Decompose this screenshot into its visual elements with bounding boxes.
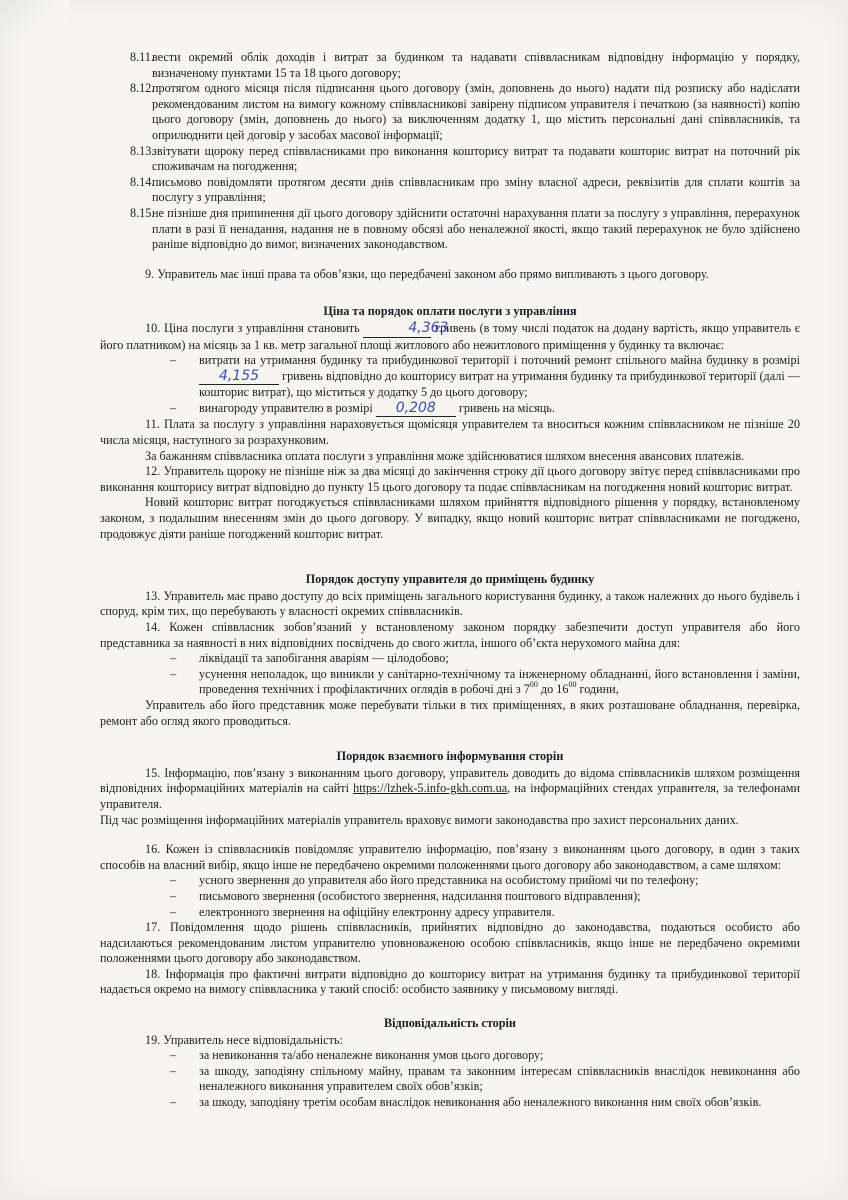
hours-suffix: години, bbox=[579, 682, 619, 697]
handwritten-fee: 0,208 bbox=[395, 399, 436, 416]
dash-marker: – bbox=[170, 873, 177, 888]
clause-15 bbox=[100, 766, 800, 813]
clause-13: 13. Управитель має право доступу до всіх приміщень загального користування будинку, а також належних до нього будівель і споруд, крім тих, що перебувають у власності окремих співвласників. bbox=[100, 588, 800, 619]
clause-text: звітувати щороку перед співвласниками про виконання кошторису витрат та подавати кошторис витрат на поточний рік споживачам на погодження; bbox=[152, 143, 800, 174]
clause-8-12 bbox=[100, 81, 800, 143]
liability-nonperformance bbox=[100, 1048, 800, 1064]
price-component-maintenance bbox=[100, 353, 800, 401]
hours-from: 7 bbox=[523, 682, 530, 697]
clause-10-rest: гривень (в тому числі податок на додану вартість, якщо управитель є його платником) на місяць за 1 кв. метр загальної площі житлового або нежитлового приміщення у будинку та включає: bbox=[100, 320, 800, 352]
access-emergency bbox=[100, 651, 800, 667]
fee-blank bbox=[376, 401, 456, 418]
clause-16: 16. Кожен із співвласників повідомляє управителю інформацію, пов’язану з виконанням цього договору, в один з таких способів на власний вибір, якщо інше не передбачено окремими положеннями цього договору або законодавством, а саме шляхом: bbox=[100, 842, 800, 872]
clause-9: 9. Управитель має інші права та обов’язки, що передбачені законом або прямо випливають з цього договору. bbox=[145, 266, 709, 281]
clause-text: письмово повідомляти протягом десяти днів співвласникам про зміну власної адреси, реквізитів для сплати коштів за послугу з управління; bbox=[152, 174, 800, 205]
liability-text: за шкоду, заподіяну спільному майну, правам та законним інтересам співвласників внаслідок невиконання або неналежного виконання управителем своїх обов’язків; bbox=[199, 1063, 800, 1094]
access-repairs bbox=[100, 667, 800, 698]
heading-info: Порядок взаємного інформування сторін bbox=[336, 749, 564, 764]
maintenance-text-2: розмірі bbox=[762, 353, 801, 368]
liability-text: за невиконання та/або неналежне виконання умов цього договору; bbox=[199, 1048, 544, 1063]
clause-text: вести окремий облік доходів і витрат за будинком та надавати співвласникам відповідну інформацію у порядку, визначеному пунктами 15 та 18 цього договору; bbox=[152, 50, 800, 80]
clause-text: не пізніше дня припинення дії цього договору здійснити остаточні нарахування плати за послугу з управління, перерахунок плати в разі її ненадання, надання не в повному обсязі або неналежної якості, якщо такий перерахунок не було здійснено раніше відповідно до вимог, визначених законодавством. bbox=[152, 205, 800, 252]
access-repairs-text: усунення неполадок, що виникли у санітарно-технічному та інженерному обладнанні, його встановлення і заміни, проведення технічних і профілактичних оглядів в робочі дні з bbox=[199, 666, 800, 697]
hours-separator: до bbox=[540, 682, 554, 697]
clause-text: протягом одного місяця після підписання цього договору (змін, доповнень до нього) надати під розписку або надіслати рекомендованим листом на вимогу кожному співвласникові завірену підписом управителя і печаткою (за наявності) копію цього договору (змін, доповнень до нього) за виключенням додатку 1, що містить персональні дані співвласників, та оприлюднити цей договір у засобах масової інформації; bbox=[152, 81, 800, 142]
dash-marker: – bbox=[170, 888, 177, 903]
clause-12-new-estimate: Новий кошторис витрат погоджується співвласниками шляхом прийняття відповідного рішення у порядку, встановленому законом, з подальшим внесенням змін до цього договору. У випадку, якщо новий кошторис витрат співвласниками не погоджено, продовжує діяти раніше погоджений кошторис витрат. bbox=[100, 495, 800, 541]
clause-19: 19. Управитель несе відповідальність: bbox=[145, 1032, 343, 1047]
clause-17: 17. Повідомлення щодо рішень співвласників, прийнятих відповідно до законодавства, подаються особисто або надсилаються рекомендованим листом управителю уповноваженою особою співвласників, якщо інше не передбачено окремими положеннями цього договору або законодавством. bbox=[100, 920, 800, 966]
contact-method-text: електронного звернення на офіційну електронну адресу управителя. bbox=[199, 904, 555, 919]
price-component-fee bbox=[100, 401, 800, 418]
fee-text-2: гривень на місяць. bbox=[458, 400, 555, 415]
handwritten-maintenance: 4,155 bbox=[218, 367, 260, 384]
contact-method-text: усного звернення до управителя або його представника на особистому прийомі чи по телефону; bbox=[199, 873, 699, 888]
maintenance-text-3: гривень відповідно до кошторису витрат на утримання будинку та прибудинкової території (далі — кошторис витрат), що міститься у додатку 5 до цього договору; bbox=[199, 368, 800, 400]
clause-number: 8.11. bbox=[130, 50, 154, 64]
clause-11-advance: За бажанням співвласника оплата послуги з управління може здійснюватися шляхом внесення авансових платежів. bbox=[145, 448, 745, 463]
clause-14: 14. Кожен співвласник зобов’язаний у встановленому законом порядку забезпечити доступ управителя або його представника за наявності в них відповідних посвідчень до свого житла, іншого об’єкта нерухомого майна для: bbox=[100, 620, 800, 650]
clause-number: 8.13. bbox=[130, 143, 155, 158]
handwritten-price: 4,363 bbox=[408, 319, 449, 336]
dash-marker: – bbox=[170, 353, 177, 368]
maintenance-blank bbox=[199, 369, 279, 386]
website-link[interactable]: https://lzhek-5.info-gkh.com.ua bbox=[353, 781, 508, 796]
clause-number: 8.14. bbox=[130, 174, 155, 189]
price-blank bbox=[363, 319, 449, 338]
clause-12: 12. Управитель щороку не пізніше ніж за два місяці до закінчення строку дії цього договору звітує перед співвласниками про виконання кошторису витрат відповідно до пункту 15 цього договору та подає співвласникам на погодження новий кошторис витрат. bbox=[100, 464, 800, 494]
dash-marker: – bbox=[170, 1063, 177, 1078]
dash-marker: – bbox=[170, 400, 177, 415]
liability-third-parties bbox=[100, 1095, 800, 1111]
contact-method-oral bbox=[100, 873, 800, 889]
hours-to: 16 bbox=[556, 682, 569, 697]
dash-marker: – bbox=[170, 904, 177, 919]
clause-15-rest: , на інформаційних стендах управителя, за телефонами управителя. bbox=[100, 781, 800, 811]
clause-14-presence: Управитель або його представник може перебувати тільки в тих приміщеннях, в яких розташоване обладнання, перевірка, ремонт або огляд якого проводиться. bbox=[100, 697, 800, 728]
clause-15-lead: 15. Інформацію, пов’язану з виконанням цього договору, управитель доводить до відома співвласників шляхом розміщення відповідних інформаційних матеріалів на сайті bbox=[100, 765, 800, 796]
clause-8-13 bbox=[100, 144, 800, 175]
minutes-to: 00 bbox=[568, 680, 577, 690]
heading-price: Ціна та порядок оплати послуги з управління bbox=[323, 304, 577, 319]
heading-responsibility: Відповідальність сторін bbox=[384, 1016, 516, 1031]
dash-marker: – bbox=[170, 1095, 177, 1110]
clause-11: 11. Плата за послугу з управління нараховується щомісяця управителем та вноситься кожним співвласником не пізніше 20 числа місяця, наступного за розрахунковим. bbox=[100, 417, 800, 448]
clause-10-lead: 10. Ціна послуги з управління становить bbox=[145, 320, 360, 335]
contact-method-electronic bbox=[100, 905, 800, 921]
contact-method-written bbox=[100, 889, 800, 905]
working-hours-to bbox=[556, 682, 576, 696]
clause-8-15 bbox=[100, 206, 800, 253]
access-emergency-text: ліквідації та запобігання аваріям — цілодобово; bbox=[199, 651, 449, 666]
dash-marker: – bbox=[170, 651, 177, 666]
clause-15-privacy: Під час розміщення інформаційних матеріалів управитель враховує вимоги законодавства про захист персональних даних. bbox=[100, 812, 739, 827]
page-fold-shadow bbox=[0, 0, 70, 40]
maintenance-text-1: витрати на утримання будинку та прибудинкової території і поточний ремонт спільного майна будинку в bbox=[199, 353, 759, 368]
clause-number: 8.15. bbox=[130, 205, 155, 220]
document-body bbox=[100, 50, 800, 1111]
contact-method-text: письмового звернення (особистого звернення, надсилання поштового відправлення); bbox=[199, 888, 641, 903]
working-hours-from bbox=[524, 682, 538, 696]
clause-8-11 bbox=[100, 50, 800, 81]
minutes-from: 00 bbox=[529, 680, 538, 690]
clause-10 bbox=[100, 321, 800, 353]
dash-marker: – bbox=[170, 1048, 177, 1063]
clause-18: 18. Інформація про фактичні витрати відповідно до кошторису витрат на утримання будинку та прибудинкової території надається окремо на вимогу співвласника у такий спосіб: особисто заявнику у письмовому вигляді. bbox=[100, 966, 800, 997]
liability-text: за шкоду, заподіяну третім особам внаслідок невиконання або неналежного виконання ним своїх обов’язків. bbox=[199, 1095, 762, 1110]
heading-access: Порядок доступу управителя до приміщень будинку bbox=[305, 572, 595, 587]
liability-common-property bbox=[100, 1064, 800, 1095]
clause-8-14 bbox=[100, 175, 800, 206]
fee-text-1: винагороду управителю в розмірі bbox=[199, 400, 373, 415]
clause-number: 8.12. bbox=[130, 81, 155, 96]
dash-marker: – bbox=[170, 666, 177, 681]
